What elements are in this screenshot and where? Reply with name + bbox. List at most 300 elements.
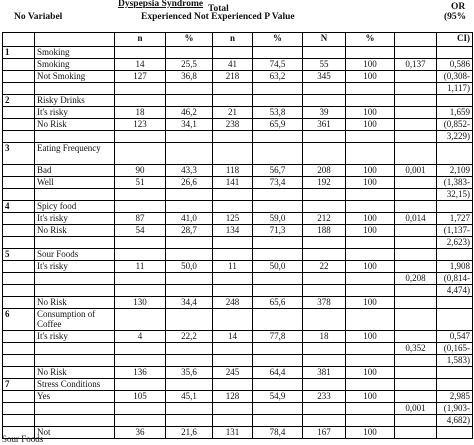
cell-pct-total <box>346 189 395 201</box>
cell-p-value: 0,001 <box>395 403 437 415</box>
cell-pct-experienced <box>166 285 213 297</box>
cell-ci: 2,985 <box>437 391 473 403</box>
cell-p-value: 0,001 <box>395 165 437 177</box>
table-row <box>3 285 473 297</box>
cell-ci: (0,814- <box>437 273 473 285</box>
table-row <box>3 391 473 403</box>
cell-n-experienced: 105 <box>115 391 166 403</box>
cell-n-experienced <box>115 201 166 213</box>
cell-pct-total: 100 <box>346 261 395 273</box>
cell-n-experienced: 14 <box>115 59 166 71</box>
cell-pct-experienced: 36,8 <box>166 71 213 83</box>
cell-n-total <box>303 273 346 285</box>
cell-n-total: 18 <box>303 331 346 343</box>
column-header-row <box>3 33 473 47</box>
cell-n-experienced: 123 <box>115 119 166 131</box>
table-row <box>3 367 473 379</box>
table-row <box>3 213 473 225</box>
cell-pct-not-experienced <box>253 143 303 165</box>
cell-n-total <box>303 309 346 331</box>
cell-n-experienced <box>115 237 166 249</box>
cell-pct-experienced <box>166 309 213 331</box>
row-number <box>3 415 35 427</box>
cell-n-experienced <box>115 131 166 143</box>
cell-pct-experienced: 35,6 <box>166 367 213 379</box>
cell-pct-total <box>346 309 395 331</box>
cell-ci <box>437 95 473 107</box>
cell-pct-total: 100 <box>346 297 395 309</box>
row-number: 4 <box>3 201 35 213</box>
cell-pct-total <box>346 379 395 391</box>
cell-n-experienced: 51 <box>115 177 166 189</box>
cell-n-not-experienced: 131 <box>213 427 253 439</box>
table-row <box>3 427 473 439</box>
cell-n-not-experienced <box>213 273 253 285</box>
cell-n-total: 208 <box>303 165 346 177</box>
row-number <box>3 297 35 309</box>
row-number <box>3 165 35 177</box>
cell-n-not-experienced: 238 <box>213 119 253 131</box>
row-number <box>3 391 35 403</box>
row-label: Not <box>35 427 115 439</box>
cell-pct-not-experienced <box>253 285 303 297</box>
cell-n-experienced <box>115 285 166 297</box>
cell-p-value <box>395 249 437 261</box>
cell-pct-not-experienced: 65,9 <box>253 119 303 131</box>
cell-pct-total <box>346 201 395 213</box>
cell-ci: 1,659 <box>437 107 473 119</box>
cell-n-total: 39 <box>303 107 346 119</box>
col-blank <box>3 33 35 47</box>
cell-pct-total <box>346 47 395 59</box>
cell-n-not-experienced: 128 <box>213 391 253 403</box>
cell-n-total: 55 <box>303 59 346 71</box>
col-n-total: N <box>303 33 346 47</box>
cell-n-total: 212 <box>303 213 346 225</box>
cell-ci <box>437 201 473 213</box>
row-number: 2 <box>3 95 35 107</box>
footer-text: Sour Foods <box>2 434 44 444</box>
cell-pct-not-experienced <box>253 237 303 249</box>
cell-pct-not-experienced: 74,5 <box>253 59 303 71</box>
cell-n-not-experienced: 14 <box>213 331 253 343</box>
cell-ci <box>437 427 473 439</box>
cell-pct-experienced: 26,6 <box>166 177 213 189</box>
category-row <box>3 95 473 107</box>
col-blank <box>35 33 115 47</box>
cell-pct-total <box>346 415 395 427</box>
cell-n-not-experienced <box>213 189 253 201</box>
cell-ci <box>437 367 473 379</box>
cell-n-total <box>303 143 346 165</box>
cell-pct-not-experienced <box>253 415 303 427</box>
row-label: It's risky <box>35 331 115 343</box>
cell-n-total <box>303 379 346 391</box>
row-label <box>35 285 115 297</box>
row-number <box>3 273 35 285</box>
cell-ci: 2,623) <box>437 237 473 249</box>
cell-ci <box>437 249 473 261</box>
cell-pct-experienced <box>166 379 213 391</box>
cell-n-not-experienced <box>213 379 253 391</box>
row-label <box>35 343 115 355</box>
row-number: 1 <box>3 47 35 59</box>
cell-n-total: 361 <box>303 119 346 131</box>
cell-pct-not-experienced: 64,4 <box>253 367 303 379</box>
table-row <box>3 415 473 427</box>
cell-n-not-experienced <box>213 47 253 59</box>
cell-ci: 1,908 <box>437 261 473 273</box>
cell-pct-experienced <box>166 273 213 285</box>
row-label <box>35 403 115 415</box>
cell-n-total: 192 <box>303 177 346 189</box>
cell-p-value <box>395 285 437 297</box>
row-label: No Risk <box>35 225 115 237</box>
cell-pct-experienced: 45,1 <box>166 391 213 403</box>
row-label: It's risky <box>35 213 115 225</box>
table-row <box>3 237 473 249</box>
cell-pct-experienced <box>166 143 213 165</box>
cell-p-value <box>395 237 437 249</box>
table-row <box>3 165 473 177</box>
cell-pct-experienced <box>166 355 213 367</box>
row-number <box>3 285 35 297</box>
row-label: Stress Conditions <box>35 379 115 391</box>
cell-pct-not-experienced: 63,2 <box>253 71 303 83</box>
cell-ci: 1,583) <box>437 355 473 367</box>
cell-n-total <box>303 47 346 59</box>
row-number <box>3 131 35 143</box>
cell-n-experienced: 127 <box>115 71 166 83</box>
cell-pct-not-experienced: 71,3 <box>253 225 303 237</box>
cell-p-value <box>395 189 437 201</box>
cell-pct-experienced <box>166 95 213 107</box>
cell-pct-total <box>346 131 395 143</box>
col-pct-total: % <box>346 33 395 47</box>
cell-p-value: 0,208 <box>395 273 437 285</box>
row-label <box>35 273 115 285</box>
row-label: Bad <box>35 165 115 177</box>
table-row <box>3 189 473 201</box>
cell-pct-not-experienced <box>253 47 303 59</box>
cell-pct-total <box>346 83 395 95</box>
cell-n-experienced <box>115 403 166 415</box>
row-label: Spicy food <box>35 201 115 213</box>
cell-p-value: 0,014 <box>395 213 437 225</box>
cell-ci: 4,474) <box>437 285 473 297</box>
cell-pct-experienced <box>166 83 213 95</box>
cell-n-not-experienced <box>213 285 253 297</box>
table-row <box>3 107 473 119</box>
row-number: 6 <box>3 309 35 331</box>
category-row <box>3 47 473 59</box>
cell-p-value <box>395 119 437 131</box>
cell-p-value <box>395 143 437 165</box>
cell-n-total <box>303 95 346 107</box>
row-number <box>3 237 35 249</box>
cell-pct-experienced <box>166 189 213 201</box>
cell-ci: 32,15) <box>437 189 473 201</box>
cell-p-value <box>395 225 437 237</box>
cell-pct-total: 100 <box>346 107 395 119</box>
or-header-line1: OR <box>451 2 466 12</box>
cell-pct-not-experienced: 53,8 <box>253 107 303 119</box>
cell-pct-experienced <box>166 415 213 427</box>
row-label <box>35 83 115 95</box>
cell-p-value <box>395 379 437 391</box>
cell-n-not-experienced <box>213 95 253 107</box>
cell-n-not-experienced <box>213 131 253 143</box>
cell-n-not-experienced <box>213 201 253 213</box>
cell-n-experienced <box>115 143 166 165</box>
row-number <box>3 189 35 201</box>
cell-pct-experienced <box>166 131 213 143</box>
row-label: No Risk <box>35 297 115 309</box>
row-label <box>35 131 115 143</box>
table-row <box>3 355 473 367</box>
cell-n-total <box>303 415 346 427</box>
cell-n-not-experienced <box>213 83 253 95</box>
row-label: Sour Foods <box>35 249 115 261</box>
cell-pct-experienced: 46,2 <box>166 107 213 119</box>
cell-pct-not-experienced <box>253 189 303 201</box>
cell-pct-total: 100 <box>346 71 395 83</box>
cell-n-experienced: 87 <box>115 213 166 225</box>
col-pct-experienced: % <box>166 33 213 47</box>
cell-ci <box>437 309 473 331</box>
cell-n-total: 233 <box>303 391 346 403</box>
cell-pct-not-experienced <box>253 355 303 367</box>
cell-n-total <box>303 403 346 415</box>
cell-n-total: 167 <box>303 427 346 439</box>
row-number <box>3 367 35 379</box>
cell-pct-total: 100 <box>346 427 395 439</box>
cell-pct-not-experienced: 59,0 <box>253 213 303 225</box>
cell-p-value <box>395 309 437 331</box>
cell-n-experienced <box>115 83 166 95</box>
cell-pct-total <box>346 343 395 355</box>
cell-ci: (1,383- <box>437 177 473 189</box>
cell-p-value <box>395 95 437 107</box>
cell-n-total <box>303 131 346 143</box>
table-row <box>3 297 473 309</box>
cell-ci: 1,117) <box>437 83 473 95</box>
row-number <box>3 403 35 415</box>
row-label: Risky Drinks <box>35 95 115 107</box>
data-table <box>2 32 473 439</box>
table-row <box>3 343 473 355</box>
row-label: Consumption of Coffee <box>35 309 115 331</box>
cell-pct-experienced: 43,3 <box>166 165 213 177</box>
cell-ci: 2,109 <box>437 165 473 177</box>
row-number <box>3 331 35 343</box>
cell-n-experienced: 4 <box>115 331 166 343</box>
col-pct-not-experienced: % <box>253 33 303 47</box>
cell-pct-not-experienced: 65,6 <box>253 297 303 309</box>
cell-p-value <box>395 297 437 309</box>
row-number <box>3 355 35 367</box>
cell-p-value <box>395 391 437 403</box>
cell-n-not-experienced: 218 <box>213 71 253 83</box>
cell-n-not-experienced <box>213 249 253 261</box>
cell-ci: 4,682) <box>437 415 473 427</box>
cell-n-not-experienced: 21 <box>213 107 253 119</box>
cell-p-value <box>395 201 437 213</box>
cell-p-value <box>395 355 437 367</box>
category-row <box>3 379 473 391</box>
cell-n-experienced <box>115 189 166 201</box>
cell-pct-total: 100 <box>346 367 395 379</box>
cell-n-not-experienced: 118 <box>213 165 253 177</box>
row-label <box>35 237 115 249</box>
cell-pct-total: 100 <box>346 391 395 403</box>
cell-pct-experienced <box>166 201 213 213</box>
cell-pct-not-experienced <box>253 379 303 391</box>
cell-n-not-experienced <box>213 143 253 165</box>
row-number <box>3 213 35 225</box>
cell-p-value <box>395 177 437 189</box>
row-number: 5 <box>3 249 35 261</box>
cell-pct-total <box>346 237 395 249</box>
category-row <box>3 201 473 213</box>
cell-pct-total: 100 <box>346 59 395 71</box>
row-label: Not Smoking <box>35 71 115 83</box>
cell-pct-not-experienced <box>253 273 303 285</box>
cell-n-experienced: 54 <box>115 225 166 237</box>
cell-n-total <box>303 237 346 249</box>
cell-n-experienced <box>115 379 166 391</box>
cell-pct-experienced: 34,4 <box>166 297 213 309</box>
cell-pct-experienced: 21,6 <box>166 427 213 439</box>
cell-pct-total: 100 <box>346 165 395 177</box>
cell-p-value <box>395 71 437 83</box>
cell-n-not-experienced: 245 <box>213 367 253 379</box>
cell-p-value <box>395 83 437 95</box>
cell-n-not-experienced <box>213 309 253 331</box>
cell-ci: (1,137- <box>437 225 473 237</box>
cell-pct-experienced: 28,7 <box>166 225 213 237</box>
cell-n-not-experienced: 248 <box>213 297 253 309</box>
cell-pct-total <box>346 355 395 367</box>
cell-p-value <box>395 427 437 439</box>
cell-ci <box>437 297 473 309</box>
cell-pct-not-experienced: 77,8 <box>253 331 303 343</box>
group-title: Dyspepsia Syndrome <box>118 0 204 9</box>
cell-pct-experienced <box>166 47 213 59</box>
cell-p-value <box>395 131 437 143</box>
col-n-not-experienced: n <box>213 33 253 47</box>
table-row <box>3 71 473 83</box>
cell-n-not-experienced: 141 <box>213 177 253 189</box>
cell-n-not-experienced: 125 <box>213 213 253 225</box>
cell-pct-not-experienced: 50,0 <box>253 261 303 273</box>
cell-n-total <box>303 201 346 213</box>
cell-pct-total <box>346 273 395 285</box>
cell-pct-not-experienced: 56,7 <box>253 165 303 177</box>
category-row <box>3 143 473 165</box>
cell-ci <box>437 47 473 59</box>
cell-n-experienced: 36 <box>115 427 166 439</box>
cell-ci: (0,308- <box>437 71 473 83</box>
cell-pct-experienced: 50,0 <box>166 261 213 273</box>
table-row <box>3 131 473 143</box>
cell-pct-not-experienced <box>253 249 303 261</box>
table-row <box>3 273 473 285</box>
cell-n-experienced <box>115 309 166 331</box>
cell-pct-experienced: 34,1 <box>166 119 213 131</box>
row-label: It's risky <box>35 261 115 273</box>
cell-n-total <box>303 343 346 355</box>
row-label: It's risky <box>35 107 115 119</box>
cell-p-value <box>395 331 437 343</box>
cell-pct-not-experienced <box>253 131 303 143</box>
cell-ci: 1,727 <box>437 213 473 225</box>
cell-n-experienced <box>115 273 166 285</box>
table-row <box>3 225 473 237</box>
col-n-experienced: n <box>115 33 166 47</box>
cell-n-experienced: 11 <box>115 261 166 273</box>
cell-pct-total <box>346 143 395 165</box>
row-label: No Risk <box>35 367 115 379</box>
row-label: Eating Frequency <box>35 143 115 165</box>
cell-ci: (1,903- <box>437 403 473 415</box>
row-number <box>3 83 35 95</box>
cell-pct-total: 100 <box>346 331 395 343</box>
cell-n-not-experienced <box>213 355 253 367</box>
cell-p-value: 0,352 <box>395 343 437 355</box>
cell-n-experienced: 136 <box>115 367 166 379</box>
cell-ci: (0,165- <box>437 343 473 355</box>
cell-pct-experienced <box>166 249 213 261</box>
cell-n-experienced <box>115 415 166 427</box>
cell-n-total <box>303 83 346 95</box>
cell-n-experienced <box>115 249 166 261</box>
cell-pct-total <box>346 403 395 415</box>
row-number <box>3 71 35 83</box>
col-p-value <box>395 33 437 47</box>
cell-n-total: 188 <box>303 225 346 237</box>
category-row <box>3 309 473 331</box>
cell-n-total <box>303 249 346 261</box>
table-row <box>3 59 473 71</box>
row-label: Yes <box>35 391 115 403</box>
cell-ci: (0,852- <box>437 119 473 131</box>
row-number: 3 <box>3 143 35 165</box>
cell-n-total: 22 <box>303 261 346 273</box>
row-label: Well <box>35 177 115 189</box>
row-number <box>3 177 35 189</box>
row-label <box>35 189 115 201</box>
cell-pct-not-experienced <box>253 95 303 107</box>
cell-n-total <box>303 189 346 201</box>
table-row <box>3 403 473 415</box>
row-number <box>3 59 35 71</box>
cell-pct-experienced: 41,0 <box>166 213 213 225</box>
cell-p-value <box>395 261 437 273</box>
cell-pct-total: 100 <box>346 177 395 189</box>
table-row <box>3 177 473 189</box>
cell-n-total: 345 <box>303 71 346 83</box>
cell-pct-total: 100 <box>346 213 395 225</box>
cell-n-experienced <box>115 47 166 59</box>
row-number: 7 <box>3 379 35 391</box>
cell-pct-not-experienced <box>253 83 303 95</box>
cell-pct-total <box>346 95 395 107</box>
cell-n-not-experienced <box>213 403 253 415</box>
category-row <box>3 249 473 261</box>
total-title: Total <box>208 4 229 14</box>
cell-n-total <box>303 355 346 367</box>
